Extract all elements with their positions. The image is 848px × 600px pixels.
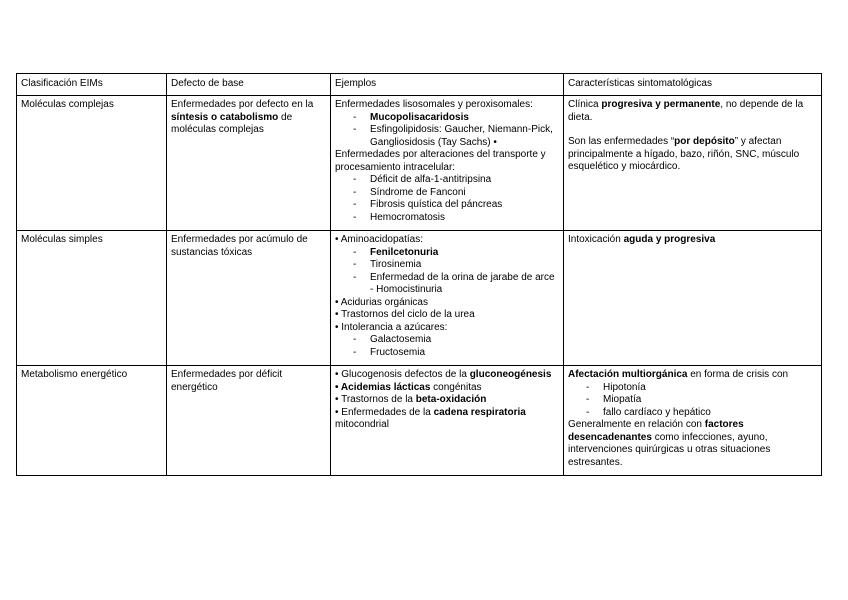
defect-cell: Enfermedades por defecto en la síntesis o catabolismo de moléculas complejas [167, 96, 331, 231]
examples-line: • Enfermedades de la cadena respiratoria mitocondrial [335, 406, 526, 430]
examples-intro: Enfermedades por alteraciones del transporte y procesamiento intracelular: [335, 149, 546, 173]
header-classification: Clasificación EIMs [17, 74, 167, 96]
examples-cell [331, 366, 564, 476]
symptoms-cell [564, 96, 822, 231]
header-symptoms: Características sintomatológicas [564, 74, 822, 96]
list-item: - Mucopolisacaridosis [353, 112, 558, 125]
examples-line: • Trastornos del ciclo de la urea [335, 309, 475, 320]
list-item: - Fenilcetonuria [353, 247, 558, 260]
list-item: - Hipotonía [586, 382, 816, 395]
examples-line: • Acidemias lácticas congénitas [335, 381, 482, 393]
examples-list [335, 334, 558, 359]
eim-classification-table [16, 73, 822, 476]
examples-intro: • Aminoacidopatías: [335, 234, 423, 245]
table-row [17, 96, 822, 231]
examples-line: • Glucogenosis defectos de la gluconeogénesis [335, 369, 552, 380]
header-defect: Defecto de base [167, 74, 331, 96]
defect-cell: Enfermedades por acúmulo de sustancias tóxicas [167, 231, 331, 366]
defect-cell: Enfermedades por déficit energético [167, 366, 331, 476]
list-item: - Miopatía [586, 394, 816, 407]
header-row [17, 74, 822, 96]
list-item: - Fructosemia [353, 347, 558, 360]
list-item: - Déficit de alfa-1-antitripsina [353, 174, 558, 187]
symptoms-paragraph: Son las enfermedades “por depósito” y afectan principalmente a hígado, bazo, riñón, SNC, músculo esquelético y miocárdico. [568, 136, 800, 172]
row-label-energy: Metabolismo energético [17, 366, 167, 476]
row-label-simple: Moléculas simples [17, 231, 167, 366]
symptoms-list [568, 382, 816, 420]
list-item: - Esfingolipidosis: Gaucher, Niemann-Pick, Gangliosidosis (Tay Sachs) • [353, 124, 558, 149]
examples-line: • Trastornos de la beta-oxidación [335, 394, 487, 405]
list-item: - Enfermedad de la orina de jarabe de arce - Homocistinuria [353, 272, 558, 297]
examples-cell [331, 231, 564, 366]
list-item: - Galactosemia [353, 334, 558, 347]
examples-cell [331, 96, 564, 231]
examples-list [335, 247, 558, 297]
examples-line: • Acidurias orgánicas [335, 296, 428, 308]
examples-intro: Enfermedades lisosomales y peroxisomales: [335, 99, 533, 110]
symptoms-paragraph: Clínica progresiva y permanente, no depende de la dieta. [568, 99, 804, 123]
table-row [17, 366, 822, 476]
symptoms-cell [564, 366, 822, 476]
symptoms-cell: Intoxicación aguda y progresiva [564, 231, 822, 366]
list-item: - Fibrosis quística del páncreas [353, 199, 558, 212]
list-item: - Síndrome de Fanconi [353, 187, 558, 200]
header-examples: Ejemplos [331, 74, 564, 96]
symptoms-paragraph: Generalmente en relación con factores desencadenantes como infecciones, ayuno, intervenciones quirúrgicas u otras situaciones estresantes. [568, 419, 771, 468]
list-item: - fallo cardíaco y hepático [586, 407, 816, 420]
examples-list [335, 174, 558, 224]
symptoms-paragraph: Afectación multiorgánica en forma de crisis con [568, 369, 789, 380]
examples-intro: • Intolerancia a azúcares: [335, 321, 448, 333]
table-row [17, 231, 822, 366]
row-label-complex: Moléculas complejas [17, 96, 167, 231]
examples-list [335, 112, 558, 150]
list-item: - Tirosinemia [353, 259, 558, 272]
list-item: - Hemocromatosis [353, 212, 558, 225]
